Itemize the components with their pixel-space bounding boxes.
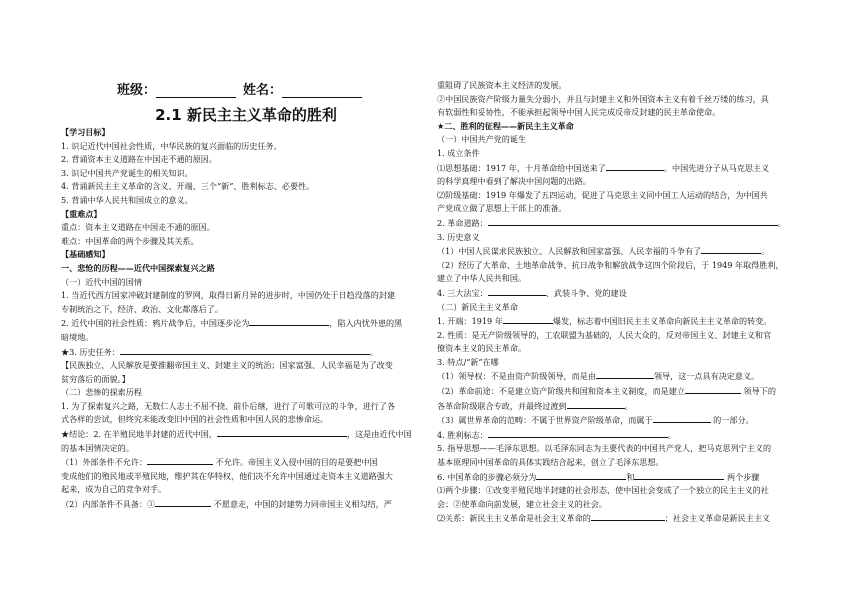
answer-blank[interactable]: [596, 369, 654, 379]
text-line: 3. 历史意义: [437, 231, 480, 242]
objective-1: 1. 识记近代中国社会性质，中华民族的复兴面临的历史任务。: [61, 140, 282, 151]
text-line: 2. 革命道路： 。: [437, 217, 786, 228]
answer-blank[interactable]: [147, 455, 213, 465]
class-field: [117, 79, 236, 98]
objective-4: 4. 背诵新民主主义革命的含义、开端、三个“新”、胜利标志、必要性。: [61, 181, 315, 192]
text-line: 会；②使革命向前发展，建立社会主义的社会。: [437, 498, 607, 509]
text-line: （1）中国人民谋求民族独立、人民解放和国家富强、人民幸福的斗争有了 。: [437, 246, 770, 257]
objectives-heading: 【学习目标】: [61, 127, 110, 137]
answer-blank[interactable]: [701, 244, 761, 254]
name-blank[interactable]: [282, 84, 362, 98]
answer-blank[interactable]: [488, 428, 668, 438]
text-line: 5. 指导思想——毛泽东思想。以毛泽东同志为主要代表的中国共产党人，把马克思列宁主义的: [437, 443, 772, 454]
text-line: 的科学真理中看到了解决中国问题的出路。: [437, 176, 591, 187]
text-line: ⑵关系：新民主主义革命是社会主义革命的 ；社会主义革命是新民主主义: [437, 513, 771, 524]
text-line: 1. 当近代西方国家冲破封建制度的罗网，取得日新月异的进步时，中国仍处于日趋没落的封建: [61, 290, 396, 301]
text-line: 有软弱性和妥协性，不能承担起领导中国人民完成反帝反封建的民主革命使命。: [437, 107, 721, 118]
text-line: 专制统治之下，经济、政治、文化都落后了。: [61, 303, 223, 314]
subsection-1-2: （二）悲惨的探索历程: [61, 387, 142, 398]
note-line: 贫穷落后的面貌。】: [61, 373, 130, 384]
text-line: 产党成立做了思想上干部上的准备。: [437, 203, 567, 214]
page-title: 2.1 新民主主义革命的胜利: [155, 106, 337, 124]
answer-blank[interactable]: [685, 384, 741, 394]
answer-blank[interactable]: [120, 345, 370, 355]
answer-blank[interactable]: [591, 511, 665, 521]
text-line: 式各样的尝试，但终究未能改变旧中国的社会性质和中国人民的悲惨命运。: [61, 414, 329, 425]
text-line: （1）领导权：不是由资产阶级领导，而是由 领导，这一点具有决定意义。: [437, 371, 760, 382]
answer-blank[interactable]: [217, 427, 347, 437]
key-points-heading: 【重难点】: [61, 208, 102, 219]
difficult-point: 难点：中国革命的两个步骤及其关系。: [61, 235, 199, 246]
text-line: （2）经历了大革命、土地革命战争、抗日战争和解放战争这四个阶段后，于 1949 年取得胜利，: [437, 259, 784, 270]
text-line: （2）内部条件不具备：① 不愿意走，中国的封建势力同帝国主义相勾结，严: [61, 499, 392, 510]
text-line: ⑴思想基础：1917 年，十月革命给中国送来了 。中国先进分子从马克思主义: [437, 162, 770, 173]
text-line: 起来，成为自己的竞争对手。: [61, 484, 167, 495]
answer-blank[interactable]: [653, 413, 711, 423]
text-line: ★结论：2. 在半殖民地半封建的近代中国， ，这是由近代中国: [61, 429, 412, 440]
answer-blank[interactable]: [488, 216, 778, 226]
text-line: 各革命阶级联合专政，并最终过渡到 。: [437, 400, 633, 411]
answer-blank[interactable]: [503, 314, 553, 324]
subsection-1-1: （一）近代中国的国情: [61, 276, 142, 287]
answer-blank[interactable]: [155, 497, 211, 507]
text-line: 3. 特点/“新”在哪: [437, 356, 499, 367]
text-line: 的基本国情决定的。: [61, 442, 134, 453]
text-line: 基本原理同中国革命的具体实践结合起来，创立了毛泽东思想。: [437, 457, 664, 468]
note-line: 【民族独立，人民解放是要推翻帝国主义、封建主义的统治；国家富强、人民幸福是为了改变: [61, 360, 393, 371]
right-column: [437, 79, 807, 526]
objective-2: 2. 背诵资本主义道路在中国走不通的原因。: [61, 154, 217, 165]
objective-5: 5. 背诵中华人民共和国成立的意义。: [61, 194, 193, 205]
class-label: 班级：: [117, 83, 157, 98]
answer-blank[interactable]: [536, 470, 626, 480]
answer-blank[interactable]: [249, 316, 329, 326]
basic-perception-heading: 【基础感知】: [61, 249, 110, 260]
text-line: 2. 性质：是无产阶级领导的，工农联盟为基础的，人民大众的，反对帝国主义、封建主义和官: [437, 329, 772, 340]
text-line: 僚资本主义的民主革命。: [437, 343, 527, 354]
text-line: 2. 近代中国的社会性质：鸦片战争后，中国逐步沦为 ，陷入内忧外患的黑: [61, 318, 403, 329]
text-line: （3）属世界革命的范畴：不属于世界资产阶级革命，而属于 的一部分。: [437, 415, 754, 426]
answer-blank[interactable]: [488, 286, 546, 296]
text-line: 4. 胜利标志： 。: [437, 429, 676, 440]
text-line: 4. 三大法宝： 、武装斗争、党的建设: [437, 287, 627, 298]
left-column: [61, 126, 421, 512]
subsection-2-2: （二）新民主主义革命: [437, 301, 518, 312]
text-line: 变成他们的殖民地或半殖民地，维护其在华特权，他们决不允许中国通过走资本主义道路强大: [61, 470, 393, 481]
text-line: ⑴两个步骤：①改变半殖民地半封建的社会形态，使中国社会变成了一个独立的民主主义的社: [437, 485, 769, 496]
text-line: ⑵阶级基础：1919 年爆发了五四运动，促进了马克思主义同中国工人运动的结合，为中国共: [437, 189, 768, 200]
text-line: 1. 为了探索复兴之路，无数仁人志士不屈不挠、前仆后继，进行了可歌可泣的斗争，进行了各: [61, 400, 396, 411]
section-1-heading: 一、悲怆的历程——近代中国探索复兴之路: [61, 262, 215, 273]
class-blank[interactable]: [156, 84, 236, 98]
text-line: 建立了中华人民共和国。: [437, 273, 527, 284]
text-line: 6. 中国革命的步骤必须分为 和 两个步骤: [437, 471, 760, 482]
section-2-heading: ★二、胜利的征程——新民主主义革命: [437, 120, 574, 131]
subsection-2-1: （一）中国共产党的诞生: [437, 134, 527, 145]
text-line: （2）革命前途：不是建立资产阶级共和国和资本主义制度，而是建立 领导下的: [437, 386, 776, 397]
text-line: （1）外部条件不允许： 不允许。帝国主义入侵中国的目的是要把中国: [61, 457, 378, 468]
text-line: 1. 开端：1919 年 爆发，标志着中国旧民主主义革命向新民主主义革命的转变。: [437, 316, 772, 327]
name-label: 姓名：: [243, 83, 283, 98]
objective-3: 3. 识记中国共产党诞生的相关知识。: [61, 167, 193, 178]
answer-blank[interactable]: [606, 161, 664, 171]
text-line: 1. 成立条件: [437, 147, 480, 158]
text-line: 暗境地。: [61, 331, 94, 342]
text-line: ②中国民族资产阶级力量失分弱小，并且与封建主义和外国资本主义有着千丝万缕的练习，具: [437, 93, 769, 104]
text-line: ★3. 历史任务： 。: [61, 346, 378, 357]
answer-blank[interactable]: [567, 399, 625, 409]
text-line: 重阻碍了民族资本主义经济的发展。: [437, 80, 567, 90]
answer-blank[interactable]: [634, 470, 724, 480]
key-point: 重点：资本主义道路在中国走不通的原因。: [61, 222, 215, 233]
name-field: [243, 79, 362, 98]
